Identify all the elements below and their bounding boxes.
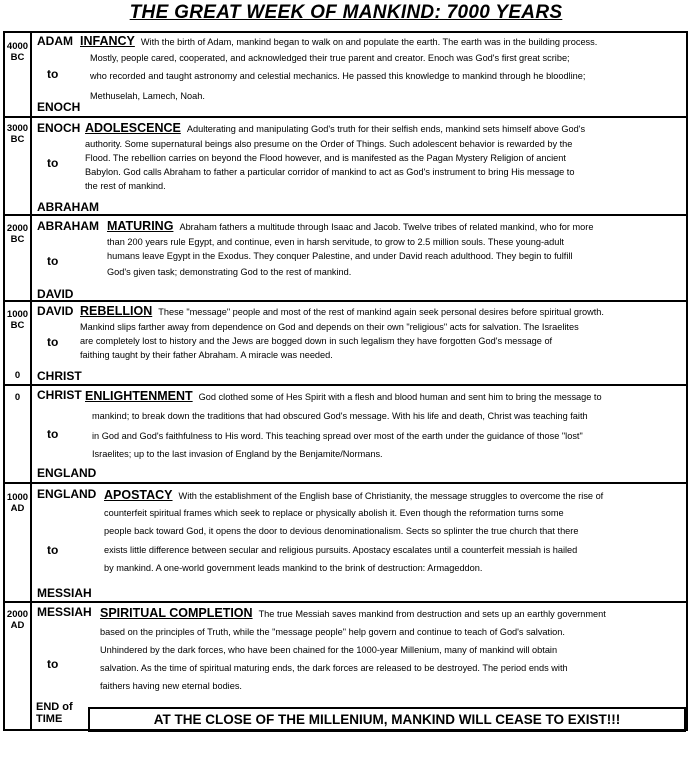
period-heading: MATURING [107, 219, 174, 233]
period-start: ENGLAND [37, 487, 97, 501]
period-text-line: are completely lost to history and the Jews are bogged down in such legalism they have forgotten God's message of [80, 336, 553, 346]
period-to: to [47, 254, 59, 268]
period-to: to [47, 543, 59, 557]
period-end: ENGLAND [37, 466, 97, 480]
period-text-line: Abraham fathers a multitude through Isaac and Jacob. Twelve tribes of related mankind, who for more [179, 222, 594, 232]
period-text-line: With the establishment of the English base of Christianity, the message struggles to overcome the rise of [178, 491, 604, 501]
period-end: DAVID [37, 287, 74, 301]
period-start: ABRAHAM [37, 219, 99, 233]
period-start: ADAM [37, 34, 73, 48]
page-title: THE GREAT WEEK OF MANKIND: 7000 YEARS [129, 2, 563, 23]
period-end: ENOCH [37, 100, 81, 114]
date-column [5, 33, 32, 116]
date-column [5, 118, 32, 214]
period-to: to [47, 427, 59, 441]
period-heading: REBELLION [80, 304, 153, 318]
period-text-line: With the birth of Adam, mankind began to walk on and populate the earth. The earth was in the building process. [140, 37, 598, 47]
period-text-line: Babylon. God calls Abraham to father a particular corridor of mankind to act as God's instrument to bring His message to [85, 167, 575, 177]
period-date: 4000 BC [6, 41, 29, 63]
period-text-line: Unhindered by the dark forces, who have been chained for the 1000-year Millenium, many of mankind will obtain [100, 645, 558, 655]
period-text-line: based on the principles of Truth, while the "message people" help govern and continue to teach of God's salvation. [100, 627, 565, 637]
period-text-line: than 200 years rule Egypt, and continue, even in harsh servitude, to grow to 2.5 million souls. These young-adult [107, 237, 564, 247]
period-date: 0 [14, 392, 21, 403]
period-heading: SPIRITUAL COMPLETION [100, 606, 253, 620]
period-text-line: counterfeit spiritual frames which seek to replace or physically abolish it. Even though the reformation turns some [104, 508, 564, 518]
period-text-line: in God and God's faithfulness to His word. This teaching spread over most of the earth under the guidance of those "lost" [92, 431, 583, 441]
period-text-line: Adulterating and manipulating God's truth for their selfish ends, mankind sets himself above God's [186, 124, 586, 134]
date-column [5, 386, 32, 482]
period-end: CHRIST [37, 369, 82, 383]
period-maturing [5, 216, 686, 302]
date-column [5, 302, 32, 384]
period-text-line: The true Messiah saves mankind from destruction and sets up an earthly government [258, 609, 606, 619]
period-date: 2000 BC [6, 223, 29, 245]
period-to: to [47, 657, 59, 671]
period-date: 2000 AD [6, 609, 29, 631]
period-text-line: God clothed some of Hes Spirit with a flesh and blood human and sent him to bring the message to [198, 392, 602, 402]
period-heading: INFANCY [80, 34, 135, 48]
period-date-end: 0 [14, 370, 21, 381]
period-text-line: Methuselah, Lamech, Noah. [90, 91, 205, 101]
period-text-line: exists little difference between secular and religious pursuits. Apostacy escalates until a counterfeit messiah is hailed [104, 545, 578, 555]
date-column [5, 484, 32, 601]
period-text-line: faithing taught by their father Abraham. A miracle was needed. [80, 350, 333, 360]
period-text-line: the rest of mankind. [85, 181, 166, 191]
period-start: MESSIAH [37, 605, 92, 619]
period-date: 1000 AD [6, 492, 29, 514]
period-text-line: salvation. As the time of spiritual maturing ends, the dark forces are released to be destroyed. The period ends with [100, 663, 568, 673]
period-text-line: people back toward God, it opens the door to devious denominationalism. Sects so splinter the true church that there [104, 526, 579, 536]
period-date: 3000 BC [6, 123, 29, 145]
date-column [5, 603, 32, 729]
period-to: to [47, 335, 59, 349]
period-text-line: God's given task; demonstrating God to the rest of mankind. [107, 267, 352, 277]
period-text-line: mankind; to break down the traditions that had obscured God's message. With his life and death, Christ was teaching faith [92, 411, 588, 421]
period-enlightenment [5, 386, 686, 484]
period-to: to [47, 156, 59, 170]
period-adolescence [5, 118, 686, 216]
period-start: ENOCH [37, 121, 81, 135]
date-column [5, 216, 32, 300]
period-rebellion [5, 302, 686, 386]
period-heading: ADOLESCENCE [85, 121, 181, 135]
period-end: MESSIAH [37, 586, 92, 600]
period-text-line: Mostly, people cared, cooperated, and acknowledged their true parent and creator. Enoch was God's first great scribe; [90, 53, 570, 63]
period-text-line: humans leave Egypt in the Exodus. They conquer Palestine, and under David reach adulthood. They begin to fulfill [107, 251, 573, 261]
period-text-line: faithers having new eternal bodies. [100, 681, 242, 691]
period-heading: ENLIGHTENMENT [85, 389, 193, 403]
end-of-time-label: END of TIME [36, 701, 73, 725]
final-statement-box: AT THE CLOSE OF THE MILLENIUM, MANKIND WILL CEASE TO EXIST!!! [88, 707, 686, 732]
period-heading: APOSTACY [104, 488, 173, 502]
period-text-line: Flood. The rebellion carries on beyond the Flood however, and is manifested as the Pagan Mystery Religion of ancient [85, 153, 566, 163]
period-infancy [5, 33, 686, 118]
period-to: to [47, 67, 59, 81]
period-date: 1000 BC [6, 309, 29, 331]
period-start: CHRIST [37, 388, 82, 402]
period-text-line: These "message" people and most of the rest of mankind again seek personal desires before spiritual growth. [158, 307, 604, 317]
period-end: ABRAHAM [37, 200, 99, 214]
period-text-line: authority. Some supernatural beings also presume on the Order of Things. Such adolescent behavior is rewarded by the [85, 139, 573, 149]
period-start: DAVID [37, 304, 74, 318]
period-text-line: Mankind slips farther away from dependence on God and depends on their own "religious" acts for salvation. The Israelites [80, 322, 579, 332]
period-text-line: who recorded and taught astronomy and celestial mechanics. He passed this knowledge to mankind through he bloodline; [90, 71, 586, 81]
period-apostacy [5, 484, 686, 603]
period-text-line: by mankind. A one-world government leads mankind to the brink of destruction: Armageddon. [104, 563, 483, 573]
period-text-line: Israelites; up to the last invasion of England by the Benjamite/Normans. [92, 449, 383, 459]
